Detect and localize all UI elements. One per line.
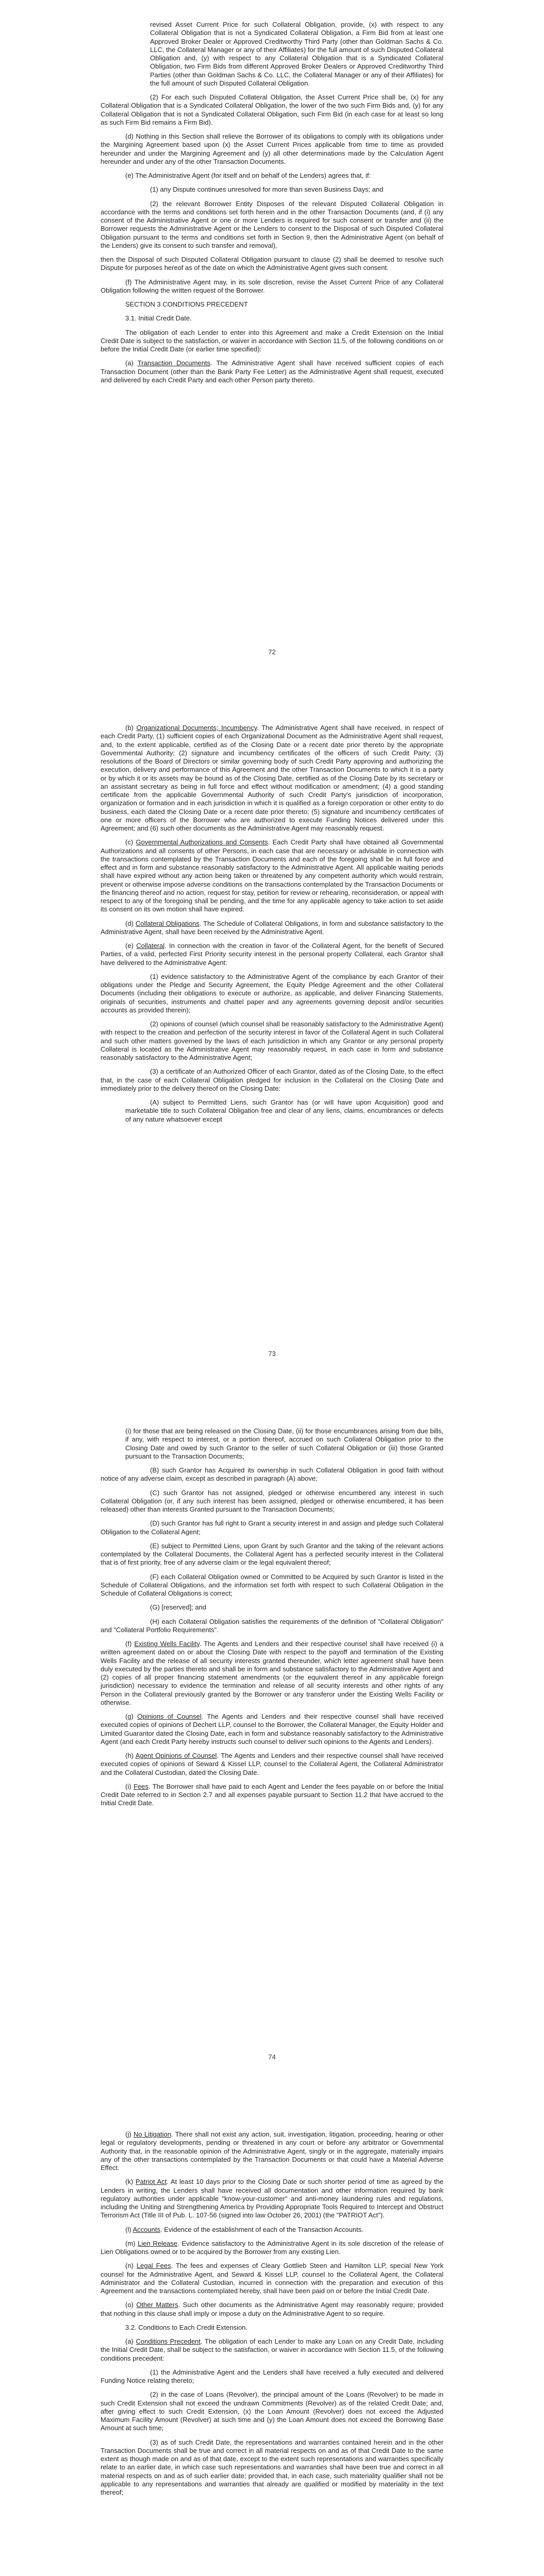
page-number: 73: [268, 1350, 276, 1358]
para-caption: Accounts: [133, 2225, 160, 2233]
paragraph: then the Disposal of such Disputed Collateral Obligation pursuant to clause (2) shall be deemed to resolve such Dispute for purposes hereof as of the date on which the Administrative Agent gives such consent.: [101, 256, 443, 272]
page-73: [0, 703, 544, 1129]
paragraph: (A) subject to Permitted Liens, such Grantor has (or will have upon Acquisition) good and marketable title to such Collateral Obligation free and clear of any liens, claims, encumbrances or defects of any nature whatsoever except: [125, 1098, 443, 1123]
para-lead: (g): [125, 1713, 138, 1720]
paragraph: (H) each Collateral Obligation satisfies the requirements of the definition of "Collateral Obligation" and "Collateral Portfolio Requirements".: [101, 1617, 443, 1634]
paragraph: (i) for those that are being released on the Closing Date, (ii) for those encumbrances arising from due bills, if any, with respect to interest, or a portion thereof, accrued on such Collateral Obligation prior to the Closing Date and owed by such Grantor to the seller of such Collateral Obligation or (iii) those Granted pursuant to the Transaction Documents;: [125, 1427, 443, 1460]
paragraph: (C) such Grantor has not assigned, pledged or otherwise encumbered any interest in such Collateral Obligation (or, if any such interest has been assigned, pledged or otherwise encumbered, it has been released) other than interests Granted pursuant to the Transaction Documents;: [101, 1488, 443, 1513]
paragraph: (2) the relevant Borrower Entity Disposes of the relevant Disputed Collateral Obligation in accordance with the terms and conditions set forth herein and in the other Transaction Documents (and, if (i) any consent of the Administrative Agent or one or more Lenders is required for such consent or transfer and (ii) the Borrower requests the Administrative Agent or the Lenders to consent to the Disposal of such Disputed Collateral Obligation pursuant to the terms and conditions set forth in Section 9, then the Administrative Agent (on behalf of the Lenders) give its consent to such transfer and removal),: [101, 199, 443, 249]
paragraph: (2) in the case of Loans (Revolver), the principal amount of the Loans (Revolver) to be made in such Credit Extension shall not exceed the undrawn Commitments (Revolver) as of the related Credit Date; and, after giving effect to such Credit Extension, (x) the Loan Amount (Revolver) does not exceed the Adjusted Maximum Facility Amount (Revolver) at such time and (y) the Loan Amount does not exceed the Borrowing Base Amount at such time;: [101, 2391, 443, 2432]
para-lead: (b): [125, 724, 137, 732]
para-caption: Patriot Act: [135, 2178, 167, 2186]
paragraph: [101, 2337, 443, 2363]
para-caption: Transaction Documents: [137, 359, 210, 367]
paragraph: The obligation of each Lender to enter into this Agreement and make a Credit Extension on the Initial Credit Date is subject to the satisfaction, or waiver in accordance with Section 11.5, of the following conditions on or before the Initial Credit Date (or earlier time specified):: [101, 328, 443, 353]
para-caption: Collateral Obligations: [135, 919, 200, 927]
para-caption: Governmental Authorizations and Consents: [136, 838, 268, 846]
paragraph: (d) Nothing in this Section shall relieve the Borrower of its obligations to comply with its obligations under the Margining Agreement based upon (x) the Asset Current Prices applicable from time to time as provided hereunder and under the Margining Agreement and (y) all other determinations made by the Calculation Agent hereunder and under any of the other Transaction Documents.: [101, 132, 443, 165]
para-caption: Organizational Documents; Incumbency: [136, 724, 257, 732]
para-lead: (o): [125, 2301, 137, 2309]
para-lead: (i): [125, 1782, 134, 1790]
paragraph: [101, 942, 443, 967]
paragraph: (1) any Dispute continues unresolved for more than seven Business Days; and: [150, 185, 384, 194]
paragraph: [101, 920, 443, 937]
para-lead: (f): [125, 1640, 135, 1648]
para-caption: Legal Fees: [136, 2262, 171, 2270]
para-body: . The Administrative Agent shall have received sufficient copies of each Transaction Document (other than the Bank Party Fee Letter) as the Administrative Agent shall request, executed and delivered by each Credit Party and each other Person party thereto.: [101, 359, 444, 384]
paragraph: (e) The Administrative Agent (for itself and on behalf of the Lenders) agrees that, if:: [125, 172, 371, 179]
para-body: . The Schedule of Collateral Obligations, in form and substance satisfactory to the Administrative Agent, shall have been received by the Administrative Agent.: [101, 919, 443, 936]
para-body: . Such other documents as the Administrative Agent may reasonably require; provided that nothing in this clause shall imply or impose a duty on the Administrative Agent to so require.: [101, 2301, 443, 2317]
para-caption: Agent Opinions of Counsel: [135, 1752, 217, 1759]
para-caption: Lien Release: [138, 2239, 178, 2247]
paragraph: (2) For each such Disputed Collateral Obligation, the Asset Current Price shall be, (x) for any Collateral Obligation that is a Syndicated Collateral Obligation, the lower of the two such Firm Bids and, (y) for any Collateral Obligation that is not a Syndicated Collateral Obligation, such Firm Bid (in each case for at least so long as such Firm Bid remains a Firm Bid).: [101, 93, 443, 126]
paragraph: (G) [reserved]; and: [150, 1603, 207, 1612]
paragraph: [101, 2178, 443, 2219]
para-body: . The Borrower shall have paid to each Agent and Lender the fees payable on or before the Initial Credit Date referred to in Section 2.7 and all expenses payable pursuant to Section 11.2 that have accrued to the Initial Credit Date.: [101, 1782, 443, 1807]
paragraph: [101, 2226, 443, 2234]
paragraph: (3) a certificate of an Authorized Officer of each Grantor, dated as of the Closing Date, to the effect that, in the case of each Collateral Obligation pledged for inclusion in the Collateral on the Closing Date and immediately prior to the delivery thereof on the Closing Date:: [101, 1067, 443, 1092]
paragraph: [101, 1713, 443, 1746]
para-body: . The fees and expenses of Cleary Gottlieb Steen and Hamilton LLP, special New York counsel for the Administrative Agent, and Seward & Kissel LLP, counsel to the Collateral Agent, the Collateral Administrator and the Collateral Custodian, incurred in connection with the preparation and execution of this Agreement and the transactions contemplated hereby, shall have been paid on or before the Initial Credit Date.: [101, 2262, 444, 2295]
para-body: . The Agents and Lenders and their respective counsel shall have received (i) a written agreement dated on or about the Closing Date with respect to the payoff and termination of the Existing Wells Facility and the release of all security interests granted thereunder, which letter agreement shall have been duly executed by the parties thereto and shall be in form and substance satisfactory to the Administrative Agent and (2) copies of all proper financing statement amendments (or the equivalent thereof in any applicable foreign jurisdiction) necessary to evidence the termination and release of all security interests and other rights of any Person in the Collateral previously granted by the Borrower or any transferor under the Existing Wells Facility or otherwise.: [101, 1640, 443, 1706]
para-lead: (c): [125, 838, 136, 846]
para-caption: Existing Wells Facility: [134, 1640, 200, 1648]
para-lead: (m): [125, 2239, 138, 2247]
para-lead: (l): [125, 2225, 133, 2233]
page-72: [0, 0, 544, 390]
para-body: . At least 10 days prior to the Closing Date or such shorter period of time as agreed by the Lenders in writing, the Lenders shall have received all documentation and other information required by bank regulatory authorities under applicable "know-your-customer" and anti-money laundering rules and regulations, including the Uniting and Strengthening America by Providing Appropriate Tools Required to Intercept and Obstruct Terrorism Act (Title III of Pub. L. 107-56 (signed into law October 26, 2001) (the "PATRIOT Act").: [101, 2178, 444, 2219]
paragraph: [101, 2301, 443, 2318]
paragraph: [101, 2130, 443, 2172]
para-lead: (a): [125, 359, 138, 367]
paragraph: (D) such Grantor has full right to Grant a security interest in and assign and pledge such Collateral Obligation to the Collateral Agent;: [101, 1519, 443, 1536]
para-caption: Other Matters: [136, 2301, 178, 2309]
paragraph: (1) evidence satisfactory to the Administrative Agent of the compliance by each Grantor of their obligations under the Pledge and Security Agreement, the Equity Pledge Agreement and the other Collateral Documents (including their obligations to execute or authorize, as applicable, and deliver Financing Statements, originals of securities, instruments and chattel paper and any agreements governing deposit and/or securities accounts as provided therein);: [101, 972, 443, 1014]
para-caption: No Litigation: [133, 2130, 171, 2138]
paragraph: [101, 359, 443, 384]
para-lead: (e): [125, 942, 137, 950]
paragraph: (E) subject to Permitted Liens, upon Grant by such Grantor and the taking of the relevant actions contemplated by the Collateral Documents, the Collateral Agent has a perfected security interest in the Collateral that is of first priority, free of any adverse claim or the legal equivalent thereof;: [101, 1541, 443, 1567]
paragraph: [101, 2240, 443, 2257]
paragraph: [101, 1752, 443, 1777]
para-lead: (j): [125, 2130, 134, 2138]
paragraph: (F) each Collateral Obligation owned or Committed to be Acquired by such Grantor is listed in the Schedule of Collateral Obligations, and the information set forth with respect to such Collateral Obligation in the Schedule of Collateral Obligations is correct;: [101, 1572, 443, 1597]
para-body: . The Agents and Lenders and their respective counsel shall have received executed copies of opinions of Dechert LLP, counsel to the Borrower, the Collateral Manager, the Equity Holder and Limited Guarantor dated the Closing Date, each in form and substance reasonably satisfactory to the Administrative Agent (and each Credit Party hereby instructs such counsel to deliver such opinions to the Agents and Lenders).: [101, 1713, 443, 1745]
para-body: . Each Credit Party shall have obtained all Governmental Authorizations and all consents of other Persons, in each case that are necessary or advisable in connection with the transactions contemplated by the Transaction Documents and each of the foregoing shall be in full force and effect and in form and substance reasonably satisfactory to the Administrative Agent. All applicable waiting periods shall have expired without any action being taken or threatened by any competent authority which would restrain, prevent or otherwise impose adverse conditions on the transactions contemplated by the Transaction Documents or the financing thereof and no action, request for stay, petition for review or rehearing, reconsideration, or appeal with respect to any of the foregoing shall be pending, and the time for any applicable agency to take action to set aside its consent on its own motion shall have expired.: [101, 838, 443, 913]
paragraph: (3) as of such Credit Date, the representations and warranties contained herein and in the other Transaction Documents shall be true and correct in all material respects on and as of that Credit Date to the same extent as though made on and as of that date, except to the extent such representations and warranties specifically relate to an earlier date, in which case such representations and warranties shall have been true and correct in all material respects on and as of such earlier date; provided that, in each case, such materiality qualifier shall not be applicable to any representations and warranties that already are qualified or modified by materiality in the text thereof;: [101, 2438, 443, 2496]
paragraph: [101, 838, 443, 913]
page-75: [0, 2110, 544, 2502]
paragraph: (1) the Administrative Agent and the Lenders shall have received a fully executed and delivered Funding Notice relating thereto;: [101, 2368, 443, 2384]
para-caption: Opinions of Counsel: [137, 1713, 202, 1720]
paragraph: [101, 1783, 443, 1808]
para-body: . The Administrative Agent shall have received, in respect of each Credit Party, (1) sufficient copies of each Organizational Document as the Administrative Agent shall request, and, to the extent applicable, certified as of the Closing Date or a recent date prior thereto by the appropriate Governmental Authority; (2) signature and incumbency certificates of the officers of such Credit Party; (3) resolutions of the Board of Directors or similar governing body of such Credit Party approving and authorizing the execution, delivery and performance of this Agreement and the other Transaction Documents to which it is a party or by which it or its assets may be bound as of the Closing Date, certified as of the Closing Date by its secretary or an assistant secretary as being in full force and effect without modification or amendment; (4) a good standing certificate from the applicable Governmental Authority of such Credit Party's jurisdiction of incorporation, organization or formation and in each jurisdiction in which it is qualified as a foreign corporation or other entity to do business, each dated the Closing Date or a recent date prior thereto; (5) signature and incumbency certificates of one or more officers of the Borrower who are authorized to execute Funding Notices delivered under this Agreement; and (6) such other documents as the Administrative Agent may reasonably request.: [101, 724, 443, 832]
paragraph: (2) opinions of counsel (which counsel shall be reasonably satisfactory to the Administrative Agent) with respect to the creation and perfection of the security interest in favor of the Collateral Agent in such Collateral and such other matters governed by the laws of each jurisdiction in which any Grantor or any personal property Collateral is located as the Administrative Agent may reasonably request, in each case in form and substance reasonably satisfactory to the Administrative Agent;: [101, 1020, 443, 1061]
para-lead: (a): [125, 2337, 136, 2345]
subsection-heading: 3.2. Conditions to Each Credit Extension.: [125, 2323, 248, 2331]
paragraph: [101, 1640, 443, 1707]
paragraph: revised Asset Current Price for such Collateral Obligation, provide, (x) with respect to any Collateral Obligation that is not a Syndicated Collateral Obligation, a Firm Bid from at least one Approved Broker Dealer or Approved Creditworthy Third Party (other than Goldman Sachs & Co. LLC, the Collateral Manager or any of their Affiliates) for the full amount of such Disputed Collateral Obligation and, (y) with respect to any Collateral Obligation that is a Syndicated Collateral Obligation, two Firm Bids from different Approved Broker Dealers or Approved Creditworthy Third Parties (other than Goldman Sachs & Co. LLC, the Collateral Manager or any of their Affiliates) for the full amount of such Disputed Collateral Obligation.: [150, 21, 443, 87]
para-body: . Evidence of the establishment of each of the Transaction Accounts.: [160, 2225, 364, 2233]
paragraph: [101, 724, 443, 833]
page-number: 72: [268, 648, 276, 656]
para-body: . There shall not exist any action, suit, investigation, litigation, proceeding, hearing or other legal or regulatory developments, pending or threatened in any court or before any arbitrator or Governmental Authority that, in the reasonable opinion of the Administrative Agent, singly or in the aggregate, materially impairs any of the other transactions contemplated by the Transaction Documents or that could have a Material Adverse Effect.: [101, 2130, 443, 2172]
para-body: . The Agents and Lenders and their respective counsel shall have received executed copies of opinions of Seward & Kissel LLP, counsel to the Collateral Agent, the Collateral Administrator and the Collateral Custodian, dated the Closing Date.: [101, 1752, 443, 1776]
para-lead: (d): [125, 919, 136, 927]
subsection-heading: 3.1. Initial Credit Date.: [125, 314, 192, 323]
paragraph: (B) such Grantor has Acquired its ownership in such Collateral Obligation in good faith without notice of any adverse claim, except as described in paragraph (A) above;: [101, 1466, 443, 1483]
page-74: [0, 1406, 544, 1814]
page-number: 74: [268, 2053, 276, 2061]
para-lead: (h): [125, 1752, 136, 1759]
paragraph: [101, 2262, 443, 2295]
para-lead: (n): [125, 2262, 137, 2270]
para-body: . In connection with the creation in favor of the Collateral Agent, for the benefit of Secured Parties, of a valid, perfected First Priority security interest in the personal property Collateral, each Grantor shall have delivered to the Administrative Agent:: [101, 942, 444, 967]
para-body: . Evidence satisfactory to the Administrative Agent in its sole discretion of the release of Lien Obligations owned or to be acquired by the Borrower from any existing Lien.: [101, 2239, 443, 2256]
para-caption: Collateral: [136, 942, 165, 950]
para-caption: Fees: [134, 1782, 149, 1790]
section-heading: SECTION 3 CONDITIONS PRECEDENT: [125, 300, 248, 308]
para-body: . The obligation of each Lender to make any Loan on any Credit Date, including the Initial Credit Date, shall be subject to the satisfaction, or waiver in accordance with Section 11.5, of the following conditions precedent:: [101, 2337, 443, 2362]
paragraph: (f) The Administrative Agent may, in its sole discretion, revise the Asset Current Price of any Collateral Obligation following the written request of the Borrower.: [101, 278, 443, 294]
para-caption: Conditions Precedent: [136, 2337, 201, 2345]
para-lead: (k): [125, 2178, 136, 2186]
